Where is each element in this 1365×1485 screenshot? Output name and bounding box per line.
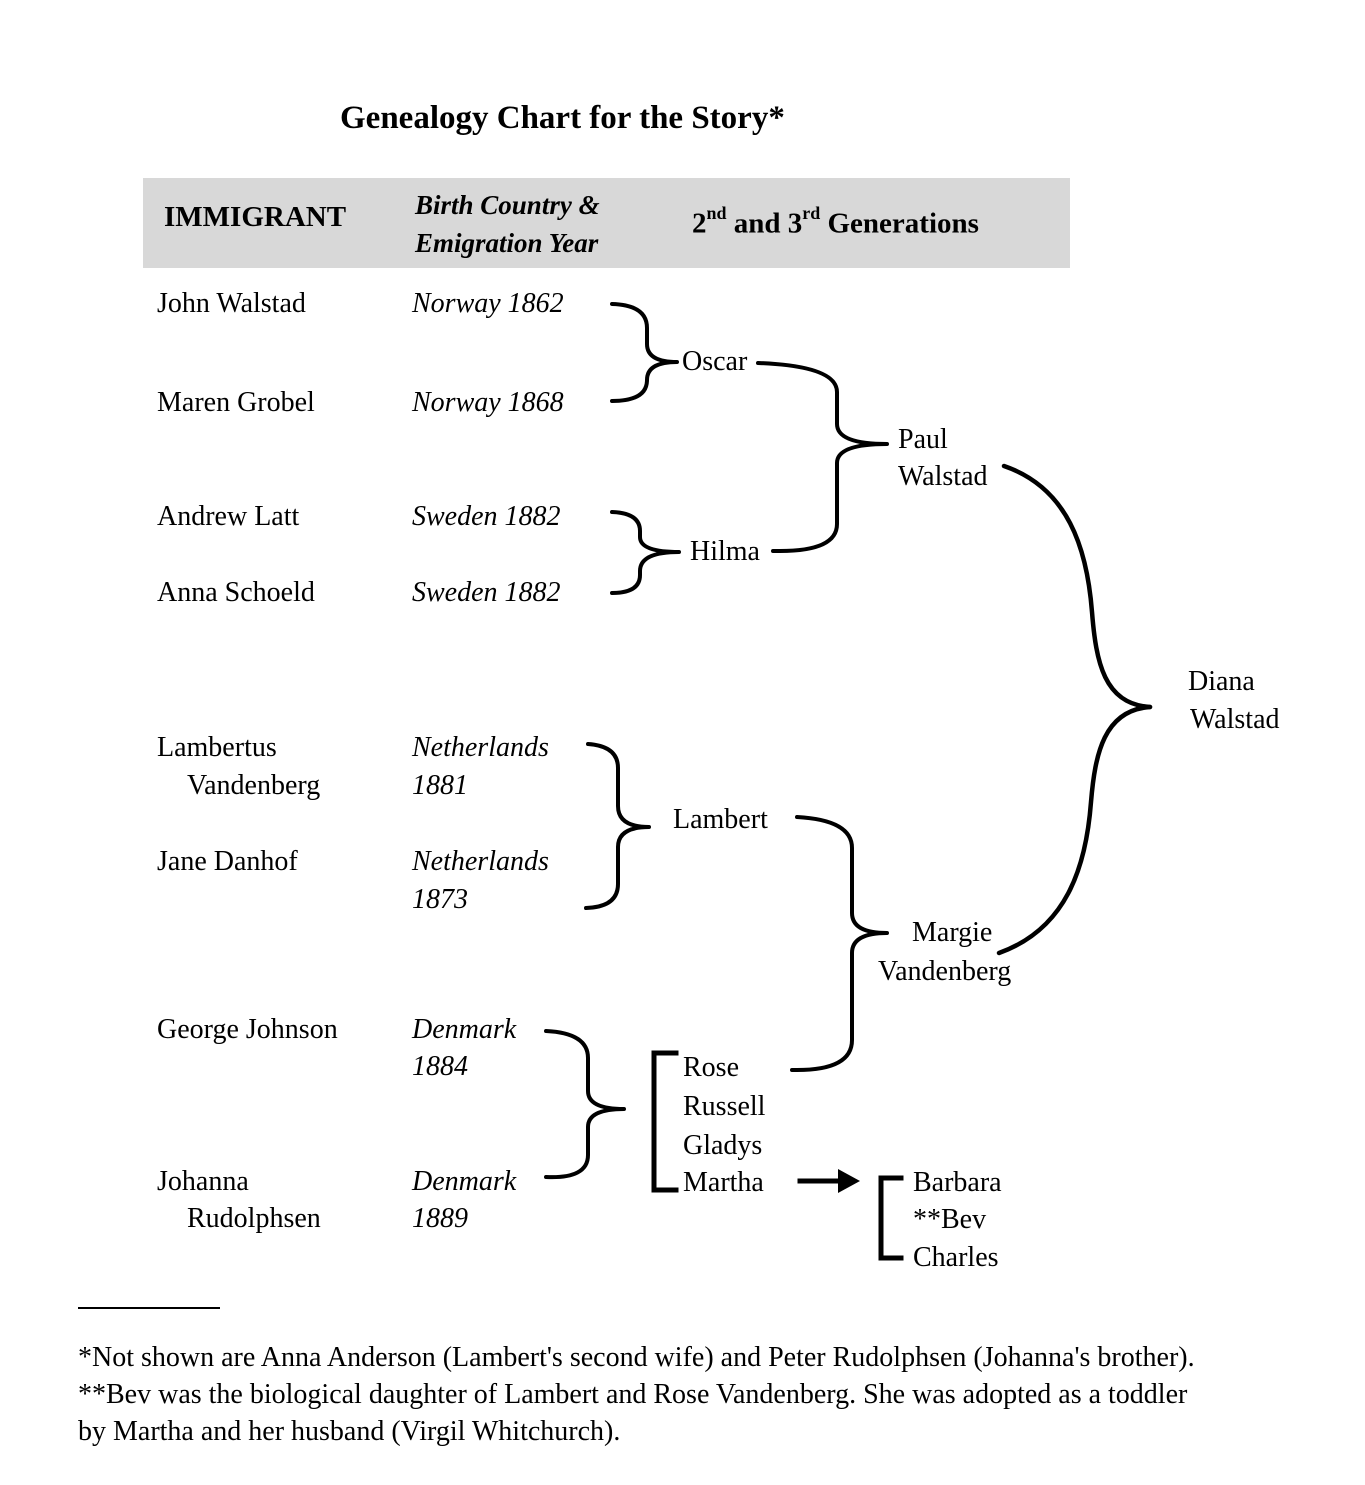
column-header-birth-line1: Birth Country & <box>415 190 600 220</box>
bracket-martha-children <box>881 1178 901 1258</box>
origin-jane-country: Netherlands <box>412 846 549 877</box>
immigrant-johanna-line1: Johanna <box>157 1166 249 1197</box>
person-barbara: Barbara <box>913 1167 1002 1198</box>
origin-andrew: Sweden 1882 <box>412 501 561 532</box>
brace-lambertus-jane-to-lambert <box>586 744 649 908</box>
person-rose: Rose <box>683 1052 739 1083</box>
brace-john-maren-to-oscar <box>612 304 677 401</box>
person-oscar: Oscar <box>682 346 748 377</box>
curve-margie-to-diana <box>999 707 1150 953</box>
person-gladys: Gladys <box>683 1130 763 1161</box>
footnotes <box>78 1339 1195 1450</box>
footnote-line3: by Martha and her husband (Virgil Whitchurch). <box>78 1416 621 1447</box>
page-title: Genealogy Chart for the Story* <box>340 100 785 136</box>
martha-arrow-head <box>838 1169 860 1193</box>
column-header-generations: 2nd and 3rd Generations <box>692 203 979 240</box>
superscript-rd: rd <box>802 203 821 224</box>
origin-john: Norway 1862 <box>412 288 564 319</box>
origin-george-country: Denmark <box>412 1014 517 1045</box>
immigrant-maren-grobel: Maren Grobel <box>157 387 315 418</box>
immigrant-lambertus-line1: Lambertus <box>157 732 277 763</box>
brace-oscar-hilma-to-paul <box>758 363 887 551</box>
superscript-nd: nd <box>706 203 727 224</box>
immigrant-anna-schoeld: Anna Schoeld <box>157 577 315 608</box>
brace-george-johanna-to-children <box>546 1031 624 1177</box>
immigrant-john-walstad: John Walstad <box>157 288 306 319</box>
person-paul-line2: Walstad <box>898 461 988 492</box>
immigrant-george-johnson: George Johnson <box>157 1014 338 1045</box>
person-paul-line1: Paul <box>898 424 948 455</box>
curve-paul-to-diana <box>1004 466 1150 707</box>
immigrant-jane-danhof: Jane Danhof <box>157 846 298 877</box>
person-martha: Martha <box>683 1167 764 1198</box>
origin-johanna-country: Denmark <box>412 1166 517 1197</box>
immigrant-johanna-line2: Rudolphsen <box>187 1203 321 1234</box>
origin-maren: Norway 1868 <box>412 387 564 418</box>
origin-lambertus-year: 1881 <box>412 770 468 801</box>
footnote-divider <box>78 1307 220 1309</box>
brace-andrew-anna-to-hilma <box>612 512 679 593</box>
origin-george-year: 1884 <box>412 1051 468 1082</box>
person-diana-line2: Walstad <box>1190 704 1280 735</box>
footnote-line1: *Not shown are Anna Anderson (Lambert's second wife) and Peter Rudolphsen (Johanna's brother). <box>78 1342 1195 1373</box>
column-header-birth-country <box>415 186 600 262</box>
column-header-immigrant: IMMIGRANT <box>164 201 347 233</box>
person-diana-line1: Diana <box>1188 666 1255 697</box>
origin-jane-year: 1873 <box>412 884 468 915</box>
person-charles: Charles <box>913 1242 999 1273</box>
immigrant-lambertus-line2: Vandenberg <box>187 770 321 801</box>
person-hilma: Hilma <box>690 536 760 567</box>
footnote-line2: **Bev was the biological daughter of Lambert and Rose Vandenberg. She was adopted as a toddler <box>78 1379 1188 1410</box>
person-margie-line2: Vandenberg <box>878 956 1012 987</box>
origin-lambertus-country: Netherlands <box>412 732 549 763</box>
person-margie-line1: Margie <box>912 917 993 948</box>
person-russell: Russell <box>683 1091 766 1122</box>
person-bev: **Bev <box>913 1204 987 1235</box>
person-lambert: Lambert <box>673 804 768 835</box>
bracket-children-list <box>654 1053 676 1190</box>
column-header-birth-line2: Emigration Year <box>415 228 599 258</box>
immigrant-andrew-latt: Andrew Latt <box>157 501 300 532</box>
origin-johanna-year: 1889 <box>412 1203 468 1234</box>
brace-lambert-rose-to-margie <box>792 817 887 1070</box>
origin-anna: Sweden 1882 <box>412 577 561 608</box>
